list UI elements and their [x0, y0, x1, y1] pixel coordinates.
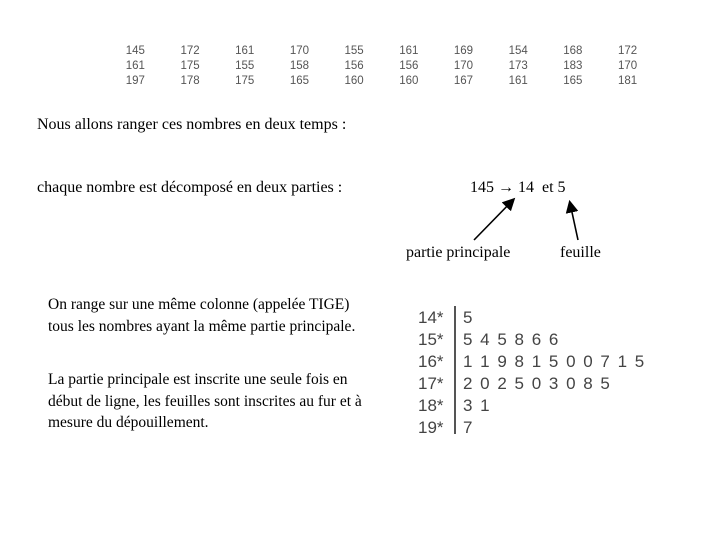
table-cell: 175 — [180, 60, 200, 72]
table-cell: 158 — [289, 60, 309, 72]
table-cell: 155 — [344, 45, 364, 57]
table-cell: 172 — [180, 45, 200, 57]
stem: 17* — [418, 374, 444, 393]
example-result: 14 et 5 — [518, 179, 566, 196]
table-cell: 169 — [453, 45, 474, 57]
stem: 16* — [418, 352, 444, 371]
leaves: 5 — [463, 308, 473, 327]
table-cell: 172 — [617, 45, 638, 57]
label-principal: partie principale — [406, 244, 511, 261]
table-cell: 160 — [399, 75, 419, 87]
table-cell: 175 — [235, 75, 255, 87]
table-cell: 161 — [508, 75, 528, 87]
table-cell: 156 — [344, 60, 364, 72]
arrow-to-principal-icon — [474, 200, 513, 240]
table-cell: 183 — [563, 60, 583, 72]
stem: 15* — [418, 330, 444, 349]
table-cell: 161 — [399, 45, 419, 57]
leaves: 7 — [463, 418, 473, 437]
table-cell: 173 — [508, 60, 528, 72]
leaves: 2 0 2 5 0 3 0 8 5 — [463, 374, 610, 393]
explanation-paragraph-2: La partie principale est inscrite une seule fois en début de ligne, les feuilles sont inscrites au fur et à mesure du dépouillement. — [48, 371, 362, 431]
table-cell: 181 — [617, 75, 638, 87]
label-leaf: feuille — [560, 244, 601, 261]
table-cell: 160 — [344, 75, 364, 87]
arrow-right-icon: → — [498, 179, 514, 196]
stem-column — [418, 307, 454, 439]
table-cell: 170 — [453, 60, 474, 72]
table-cell: 170 — [617, 60, 638, 72]
stem: 18* — [418, 396, 444, 415]
table-cell: 161 — [125, 60, 145, 72]
leaf-column — [463, 307, 644, 439]
table-cell: 168 — [563, 45, 583, 57]
leaves: 5 4 5 8 6 6 — [463, 330, 559, 349]
intro-text: Nous allons ranger ces nombres en deux temps : — [37, 116, 347, 133]
table-cell: 167 — [453, 75, 474, 87]
table-cell: 155 — [235, 60, 255, 72]
table-cell: 156 — [399, 60, 419, 72]
table-cell: 178 — [180, 75, 200, 87]
table-cell: 161 — [235, 45, 255, 57]
table-cell: 165 — [563, 75, 583, 87]
table-cell: 154 — [508, 45, 528, 57]
example-number: 145 — [470, 179, 494, 196]
table-cell: 165 — [289, 75, 309, 87]
stem-divider — [454, 306, 456, 434]
table-cell: 145 — [125, 45, 145, 57]
explanation-paragraph-1: On range sur une même colonne (appelée TIGE) tous les nombres ayant la même partie principale. — [48, 296, 356, 335]
arrow-to-leaf-icon — [570, 203, 578, 240]
table-cell: 170 — [289, 45, 309, 57]
decomposition-sentence: chaque nombre est décomposé en deux parties : — [37, 179, 343, 196]
table-cell: 197 — [125, 75, 145, 87]
leaves: 3 1 — [463, 396, 490, 415]
stem: 14* — [418, 308, 444, 327]
stem: 19* — [418, 418, 444, 437]
leaves: 1 1 9 8 1 5 0 0 7 1 5 — [463, 352, 645, 371]
